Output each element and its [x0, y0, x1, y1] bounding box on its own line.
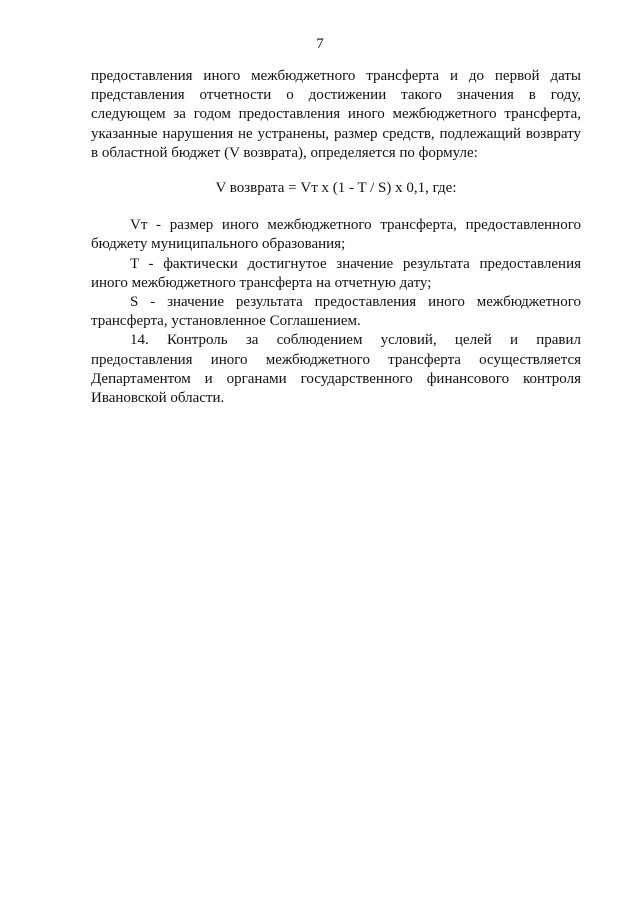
definition-vt: Vт - размер иного межбюджетного трансферта, предоставленного бюджету муниципального образования;: [91, 217, 581, 253]
page-number: 7: [316, 36, 324, 52]
definition-s: S - значение результата предоставления иного межбюджетного трансферта, установленное Соглашением.: [91, 294, 581, 330]
formula-line: V возврата = Vт x (1 - T / S) x 0,1, где:: [215, 180, 457, 197]
document-body: [91, 67, 581, 408]
item-14-paragraph: 14. Контроль за соблюдением условий, целей и правил предоставления иного межбюджетного трансферта осуществляется Департаментом и органами государственного финансового контроля Ивановской области.: [91, 332, 581, 407]
intro-paragraph: предоставления иного межбюджетного трансферта и до первой даты представления отчетности о достижении такого значения в году, следующем за годом предоставления иного межбюджетного трансферта, указанные нарушения не устранены, размер средств, подлежащий возврату в областной бюджет (V возврата), определяется по формуле:: [91, 68, 581, 161]
definition-t: T - фактически достигнутое значение результата предоставления иного межбюджетного трансферта на отчетную дату;: [91, 255, 581, 291]
